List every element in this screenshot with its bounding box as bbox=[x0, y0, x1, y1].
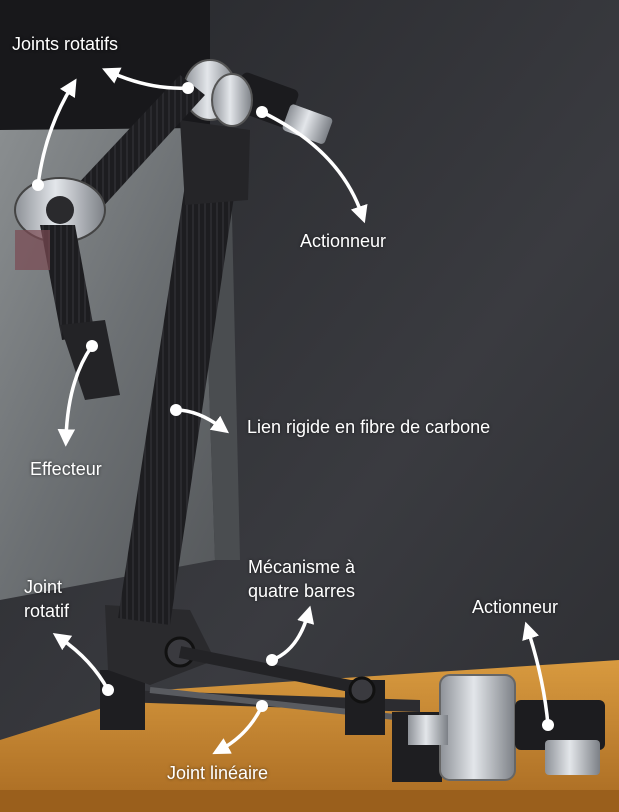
label-lien-rigide: Lien rigide en fibre de carbone bbox=[247, 417, 491, 437]
upper-joint-bracket bbox=[180, 120, 250, 205]
upper-rotary-joint-2 bbox=[212, 74, 252, 126]
dot-joint-rotatif bbox=[102, 684, 114, 696]
lower-motor-can bbox=[545, 740, 600, 775]
table-edge bbox=[0, 790, 619, 812]
label-mecanisme-line2: quatre barres bbox=[248, 581, 356, 601]
label-actionneur-bottom: Actionneur bbox=[472, 597, 559, 617]
lower-actuator-shaft bbox=[408, 715, 448, 745]
label-joint-lineaire: Joint linéaire bbox=[167, 763, 269, 783]
cables-left bbox=[15, 230, 50, 270]
label-joint-rotatif-line2: rotatif bbox=[24, 601, 70, 621]
label-joint-rotatif-line1: Joint bbox=[24, 577, 63, 597]
four-bar-slider-pivot bbox=[350, 678, 374, 702]
dot-joint-lineaire bbox=[256, 700, 268, 712]
dot-mecanisme bbox=[266, 654, 278, 666]
label-mecanisme-line1: Mécanisme à bbox=[248, 557, 356, 577]
label-joints-rotatifs: Joints rotatifs bbox=[12, 34, 119, 54]
dot-joints-rotatifs bbox=[182, 82, 194, 94]
dot-actionneur-top bbox=[256, 106, 268, 118]
dot-actionneur-bottom bbox=[542, 719, 554, 731]
dot-lien-rigide bbox=[170, 404, 182, 416]
lower-actuator-housing bbox=[440, 675, 515, 780]
dot-joint-elbow bbox=[32, 179, 44, 191]
label-effecteur: Effecteur bbox=[30, 459, 102, 479]
dot-effecteur bbox=[86, 340, 98, 352]
label-actionneur-top: Actionneur bbox=[300, 231, 387, 251]
elbow-hub bbox=[46, 196, 74, 224]
